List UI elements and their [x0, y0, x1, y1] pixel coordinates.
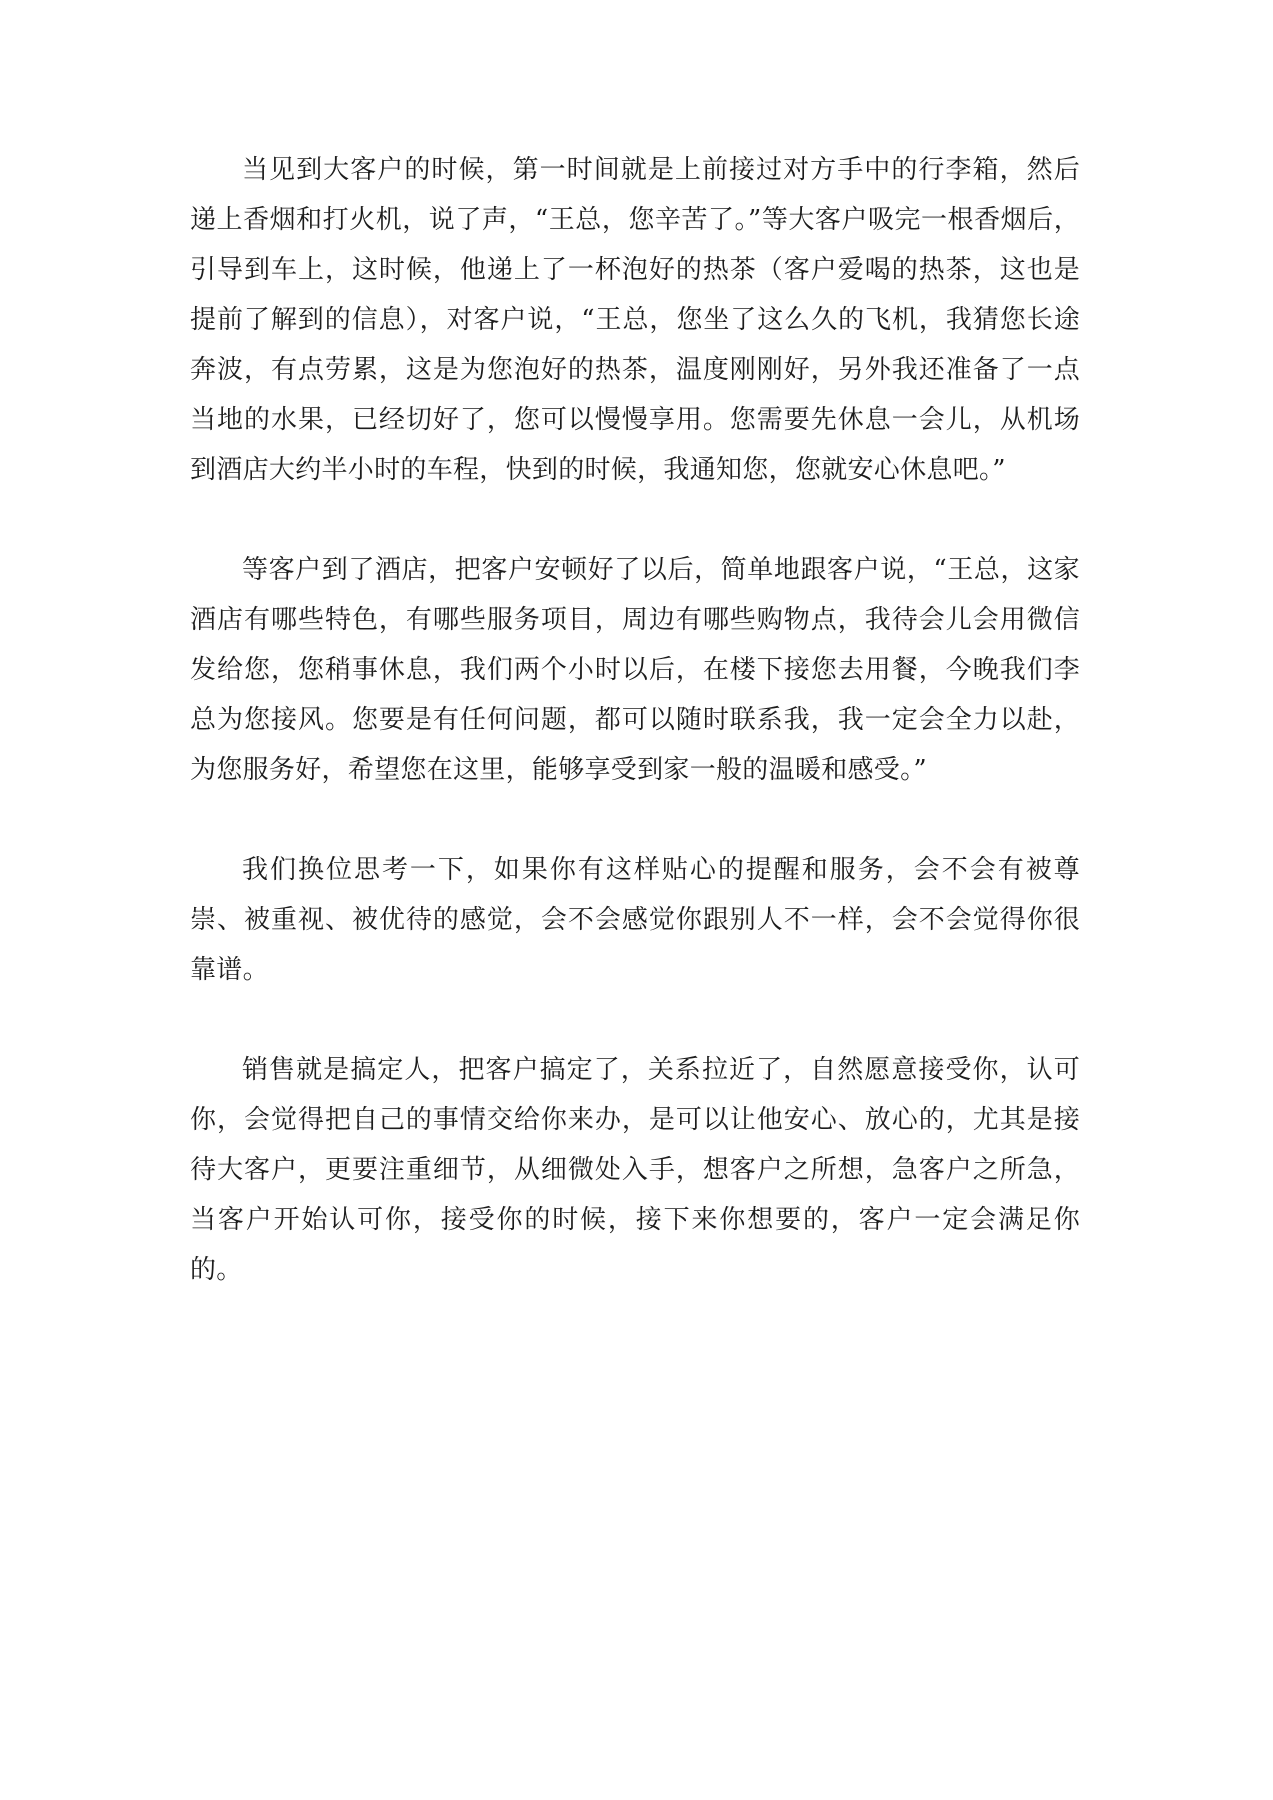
document-body: [190, 145, 1080, 1295]
paragraph-4: 销售就是搞定人，把客户搞定了，关系拉近了，自然愿意接受你，认可你，会觉得把自己的事情交给你来办，是可以让他安心、放心的，尤其是接待大客户，更要注重细节，从细微处入手，想客户之所想，急客户之所急，当客户开始认可你，接受你的时候，接下来你想要的，客户一定会满足你的。: [190, 1055, 1080, 1285]
paragraph-1: 当见到大客户的时候，第一时间就是上前接过对方手中的行李箱，然后递上香烟和打火机，说了声，“王总，您辛苦了。”等大客户吸完一根香烟后，引导到车上，这时候，他递上了一杯泡好的热茶（客户爱喝的热茶，这也是提前了解到的信息），对客户说，“王总，您坐了这么久的飞机，我猜您长途奔波，有点劳累，这是为您泡好的热茶，温度刚刚好，另外我还准备了一点当地的水果，已经切好了，您可以慢慢享用。您需要先休息一会儿，从机场到酒店大约半小时的车程，快到的时候，我通知您，您就安心休息吧。”: [190, 155, 1080, 485]
paragraph-3: 我们换位思考一下，如果你有这样贴心的提醒和服务，会不会有被尊崇、被重视、被优待的感觉，会不会感觉你跟别人不一样，会不会觉得你很靠谱。: [190, 855, 1080, 985]
paragraph-2: 等客户到了酒店，把客户安顿好了以后，简单地跟客户说，“王总，这家酒店有哪些特色，有哪些服务项目，周边有哪些购物点，我待会儿会用微信发给您，您稍事休息，我们两个小时以后，在楼下接您去用餐，今晚我们李总为您接风。您要是有任何问题，都可以随时联系我，我一定会全力以赴，为您服务好，希望您在这里，能够享受到家一般的温暖和感受。”: [190, 555, 1080, 785]
